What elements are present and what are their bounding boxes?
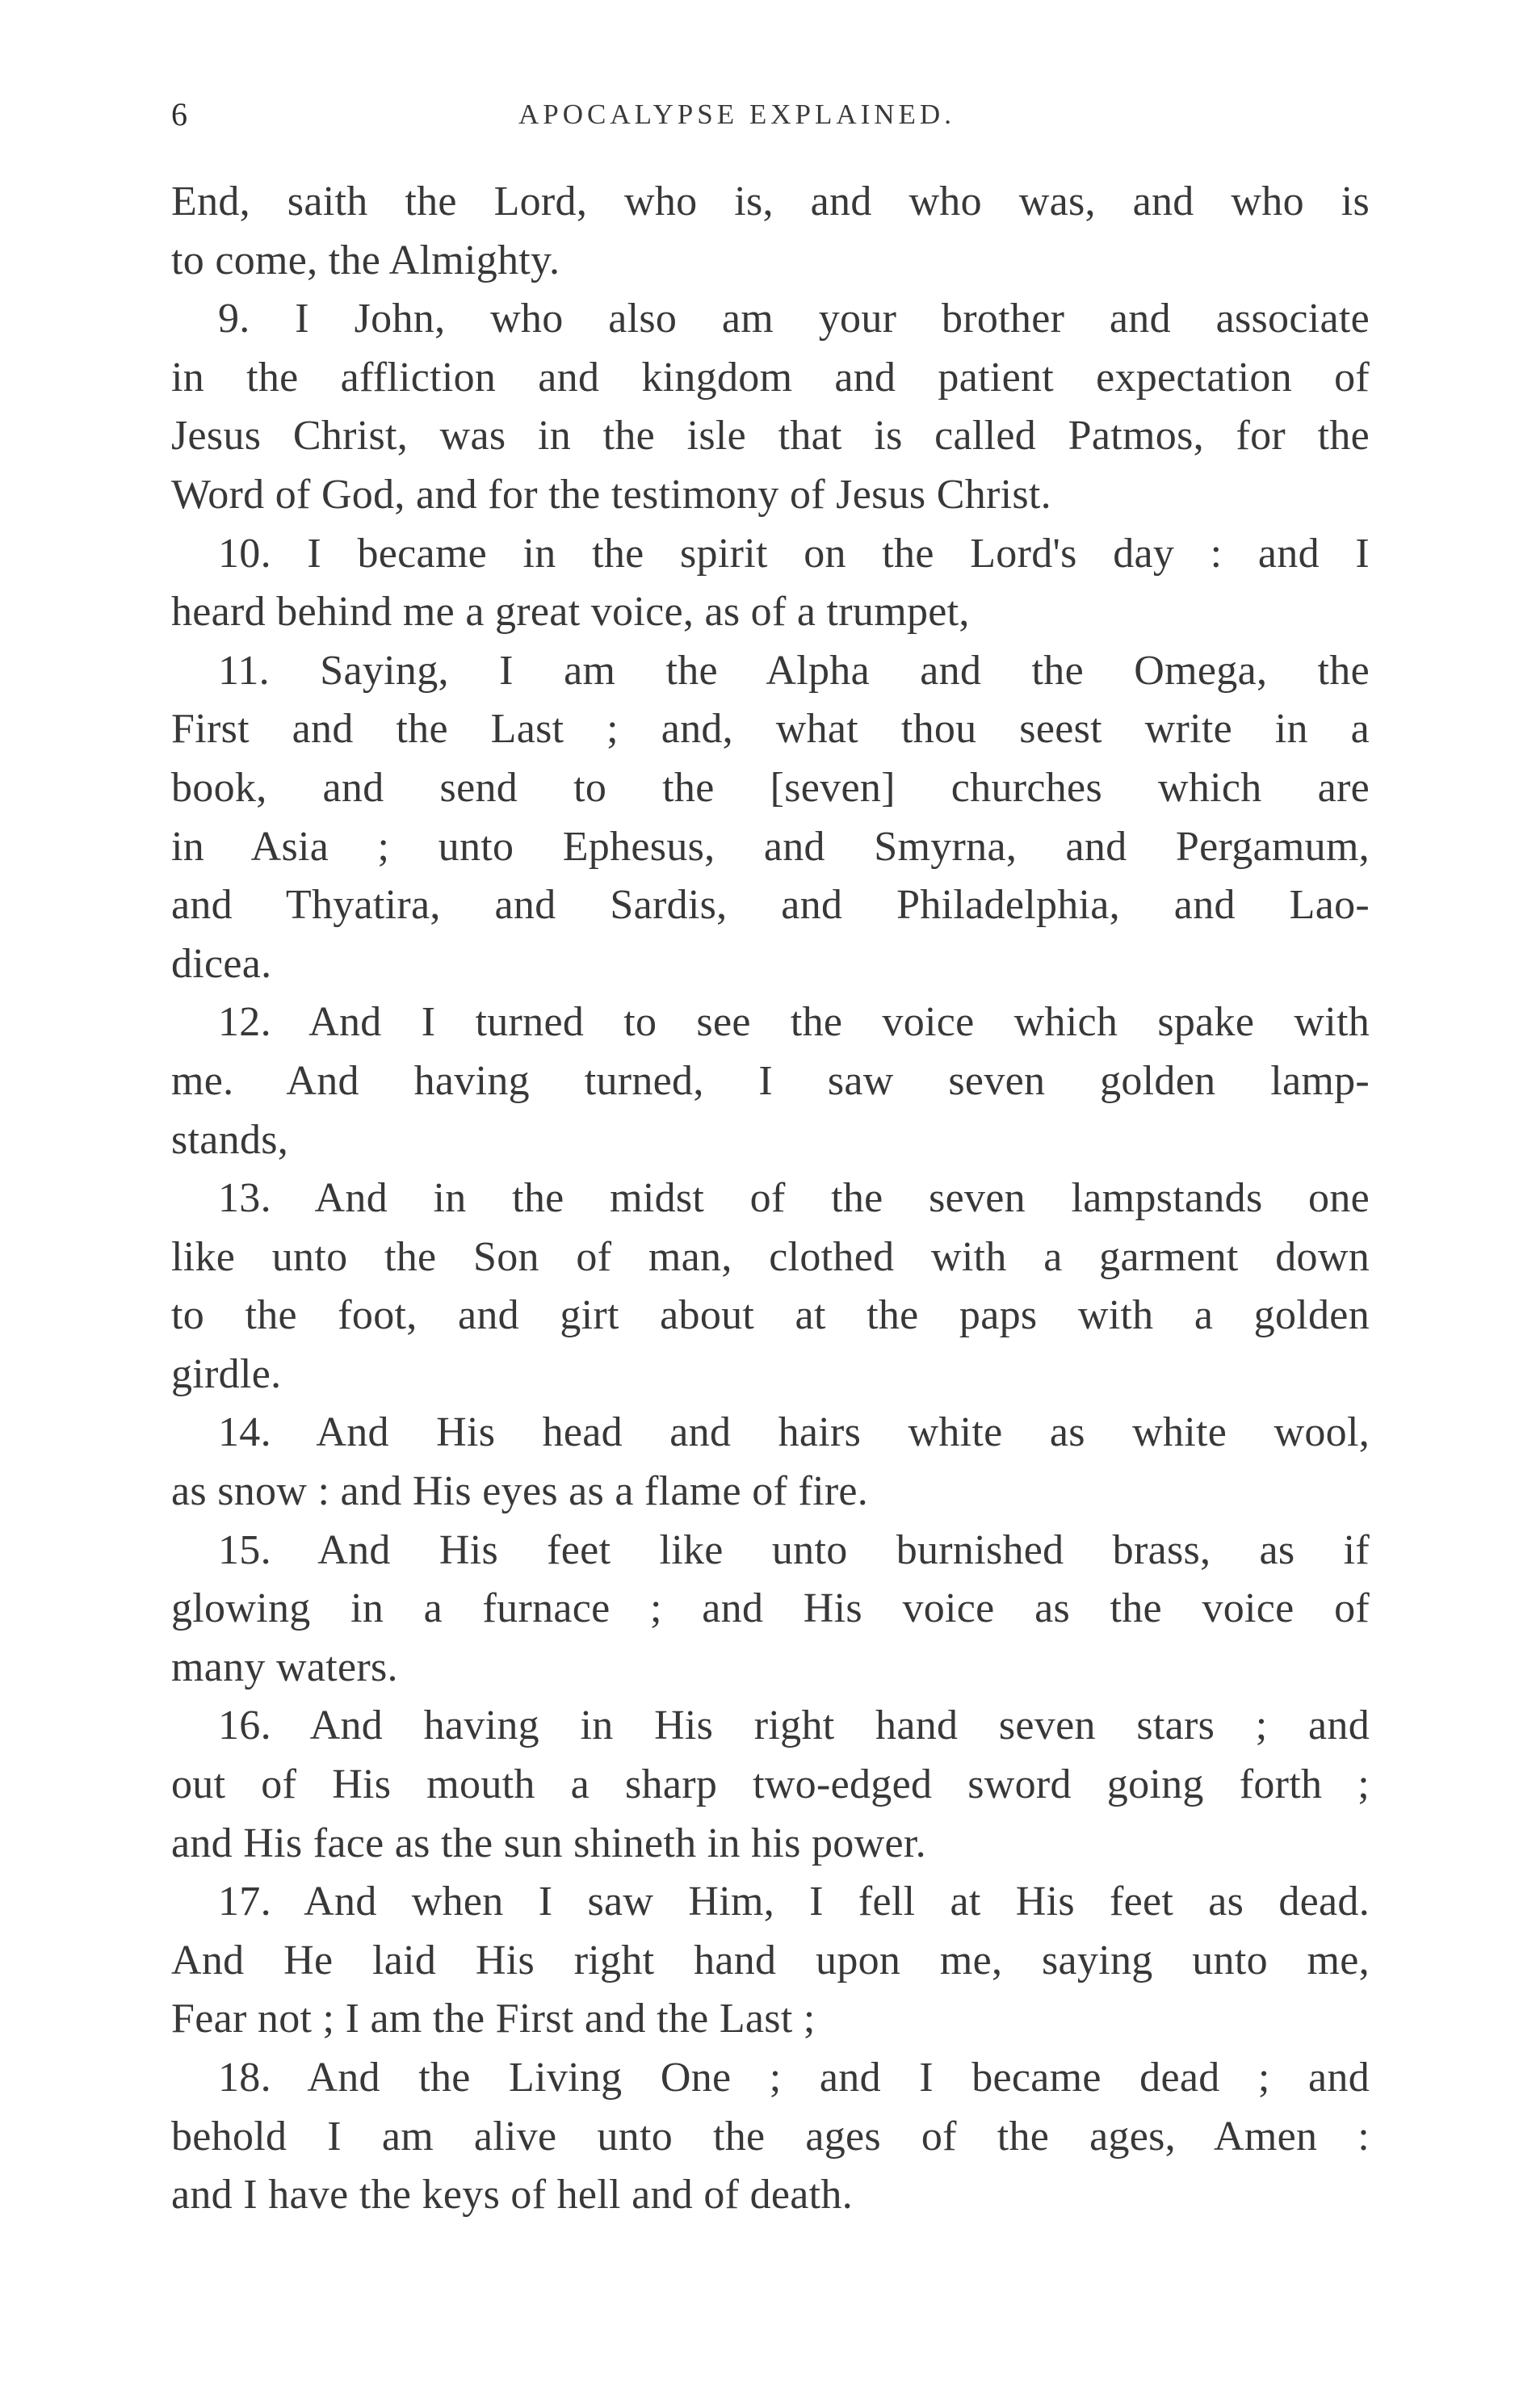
verse-15-start: 15. And His feet like unto burnished brass, as if — [218, 1526, 1370, 1573]
page-header — [171, 90, 1370, 139]
text-line: End, saith the Lord, who is, and who was, and who is — [171, 178, 1370, 225]
verse-16-start: 16. And having in His right hand seven stars ; and — [218, 1702, 1370, 1749]
text-line: Fear not ; I am the First and the Last ; — [171, 1996, 816, 2042]
verse-17-start: 17. And when I saw Him, I fell at His feet as dead. — [218, 1879, 1370, 1925]
text-line: and I have the keys of hell and of death. — [171, 2172, 853, 2219]
text-line: like unto the Son of man, clothed with a garment down — [171, 1233, 1370, 1280]
page-number: 6 — [171, 96, 187, 132]
text-line: and Thyatira, and Sardis, and Philadelphia, and Lao- — [171, 882, 1370, 929]
verse-12-start: 12. And I turned to see the voice which spake with — [218, 999, 1370, 1046]
text-line: out of His mouth a sharp two-edged sword going forth ; — [171, 1761, 1370, 1808]
text-line: First and the Last ; and, what thou seest write in a — [171, 706, 1370, 753]
text-line: to the foot, and girt about at the paps with a golden — [171, 1292, 1370, 1339]
body-text — [171, 173, 1370, 2225]
text-line: behold I am alive unto the ages of the ages, Amen : — [171, 2113, 1370, 2160]
text-line: to come, the Almighty. — [171, 237, 560, 283]
verse-11-start: 11. Saying, I am the Alpha and the Omega, the — [218, 647, 1370, 694]
text-line: Jesus Christ, was in the isle that is called Patmos, for the — [171, 413, 1370, 460]
verse-9-start: 9. I John, who also am your brother and associate — [218, 296, 1370, 342]
verse-13-start: 13. And in the midst of the seven lampstands one — [218, 1175, 1370, 1222]
text-line: stands, — [171, 1116, 289, 1163]
text-line: and His face as the sun shineth in his power. — [171, 1820, 926, 1866]
text-line: in Asia ; unto Ephesus, and Smyrna, and Pergamum, — [171, 823, 1370, 870]
text-line: me. And having turned, I saw seven golden lamp- — [171, 1057, 1370, 1104]
text-line: Word of God, and for the testimony of Jesus Christ. — [171, 471, 1051, 518]
text-line: as snow : and His eyes as a flame of fire. — [171, 1468, 869, 1515]
verse-14-start: 14. And His head and hairs white as white wool, — [218, 1409, 1370, 1456]
text-line: book, and send to the [seven] churches which are — [171, 764, 1370, 811]
text-line: girdle. — [171, 1350, 282, 1397]
verse-10-start: 10. I became in the spirit on the Lord's day : and I — [218, 530, 1370, 577]
text-line: heard behind me a great voice, as of a trumpet, — [171, 589, 970, 636]
text-line: in the affliction and kingdom and patient expectation of — [171, 354, 1370, 401]
text-line: glowing in a furnace ; and His voice as the voice of — [171, 1585, 1370, 1632]
text-line: many waters. — [171, 1643, 398, 1690]
verse-18-start: 18. And the Living One ; and I became dead ; and — [218, 2055, 1370, 2101]
text-line: dicea. — [171, 940, 272, 987]
text-line: And He laid His right hand upon me, saying unto me, — [171, 1937, 1370, 1984]
running-head: APOCALYPSE EXPLAINED. — [518, 99, 955, 130]
